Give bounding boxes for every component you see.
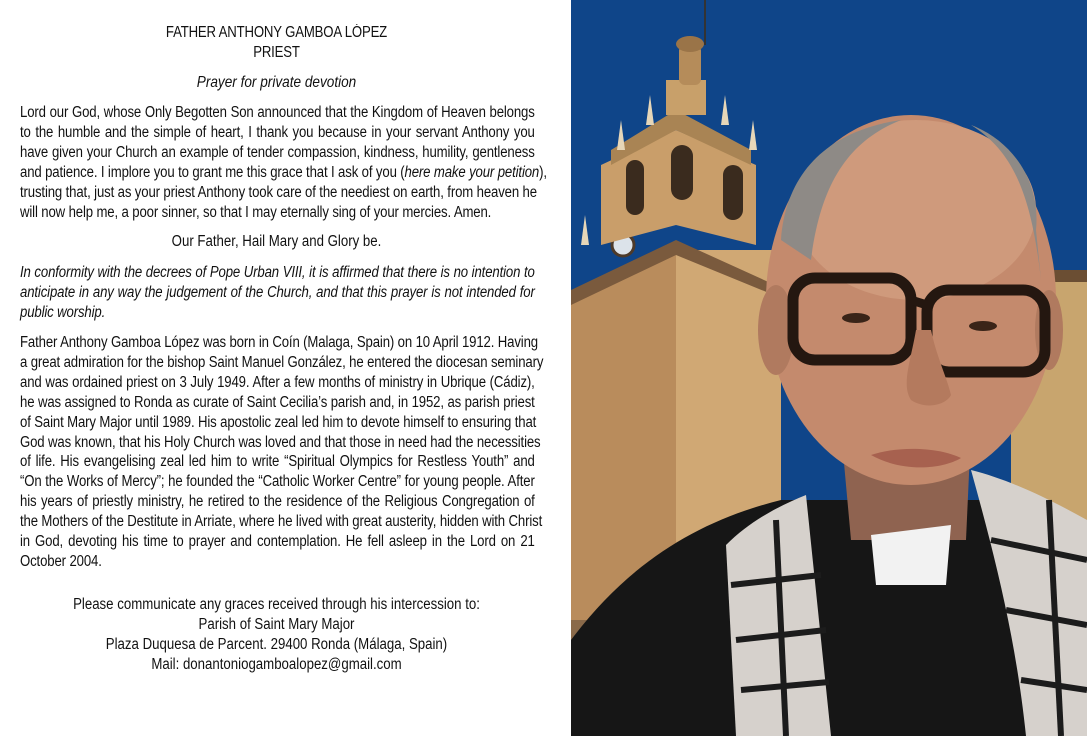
contact-parish: Parish of Saint Mary Major: [198, 615, 355, 633]
prayer-line: to the humble and the simple of heart, I thank you because in your servant Anthony you: [20, 123, 535, 141]
petition-instruction: here make your petition: [404, 163, 540, 181]
prayer-subtitle: Prayer for private devotion: [196, 74, 357, 91]
priest-name: FATHER ANTHONY GAMBOA LÓPEZ: [165, 24, 388, 41]
biography-paragraph: [20, 333, 544, 572]
bio-line: he was assigned to Ronda as curate of Saint Cecilia’s parish and, in 1952, as parish priest: [20, 393, 535, 411]
bio-line: October 2004.: [20, 552, 102, 570]
bio-line: a great admiration for the bishop Saint Manuel González, he entered the diocesan seminary: [20, 353, 544, 371]
bio-line: God was known, that his Holy Church was loved and that those in need had the necessities: [20, 433, 541, 451]
title-block: [0, 23, 553, 63]
contact-intro: Please communicate any graces received through his intercession to:: [73, 596, 480, 613]
priest-portrait-photo: [571, 0, 1087, 736]
contact-address: Plaza Duquesa de Parcent. 29400 Ronda (Málaga, Spain): [105, 635, 448, 653]
bio-line: Father Anthony Gamboa López was born in Coín (Malaga, Spain) on 10 April 1912. Having: [20, 334, 538, 351]
our-father-line: Our Father, Hail Mary and Glory be.: [171, 233, 382, 250]
bio-line: of Saint Mary Major until 1989. His apostolic zeal led him to devote himself to ensuring that: [20, 413, 537, 431]
prayer-text: ),: [539, 163, 547, 181]
contact-block: [0, 595, 553, 675]
prayer-line: have given your Church an example of tender compassion, kindness, humility, gentleness: [20, 143, 535, 161]
bio-line: and was ordained priest on 3 July 1949. After a few months of ministry in Ubrique (Cádiz),: [20, 373, 535, 391]
prayer-paragraph: [20, 103, 547, 222]
prayer-line-petition: [20, 163, 547, 183]
priest-role: PRIEST: [253, 44, 300, 61]
disclaimer-line: anticipate in any way the judgement of the Church, and that this prayer is not intended for: [20, 283, 535, 301]
disclaimer-line: In conformity with the decrees of Pope Urban VIII, it is affirmed that there is no intention to: [20, 264, 535, 281]
prayer-text: and patience. I implore you to grant me this grace that I ask of you (: [20, 163, 405, 181]
disclaimer-line: public worship.: [20, 303, 106, 321]
prayer-line: Lord our God, whose Only Begotten Son announced that the Kingdom of Heaven belongs: [20, 104, 535, 121]
bio-line: the Mothers of the Destitute in Arriate, where he lived with great austerity, hidden with Christ: [20, 513, 543, 531]
bio-line: of life. His evangelising zeal led him to write “Spiritual Olympics for Restless Youth” and: [20, 453, 535, 471]
contact-mail[interactable]: Mail: donantoniogamboalopez@gmail.com: [151, 655, 402, 673]
disclaimer-paragraph: [20, 263, 535, 323]
bio-line: in God, devoting his time to prayer and contemplation. He fell asleep in the Lord on 21: [20, 533, 535, 551]
bio-line: “On the Works of Mercy”; he founded the “Catholic Worker Centre” for young people. After: [20, 473, 535, 491]
prayer-line: will now help me, a poor sinner, so that I may eternally sing of your mercies. Amen.: [20, 203, 492, 221]
portrait-illustration: [571, 0, 1087, 736]
prayer-line: trusting that, just as your priest Anthony took care of the neediest on earth, from heaven he: [20, 183, 537, 201]
bio-line: his years of priestly ministry, he retired to the residence of the Religious Congregation of: [20, 493, 535, 511]
